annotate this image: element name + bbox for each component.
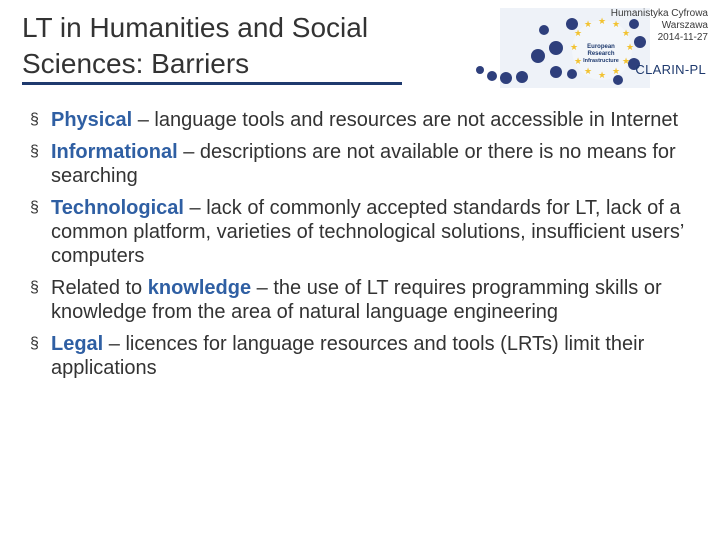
svg-text:★: ★: [626, 43, 635, 53]
bullet-prefix: Related to: [51, 277, 148, 299]
bullet-marker: §: [30, 111, 39, 128]
title-underline: [22, 82, 402, 85]
title-line-2: Sciences: Barriers: [22, 48, 250, 79]
bullet-marker: §: [30, 335, 39, 352]
bullet-keyword: Informational: [51, 141, 178, 163]
bullet-keyword: knowledge: [147, 277, 252, 299]
bullet-list: [30, 108, 700, 388]
bullet-marker: §: [30, 143, 39, 160]
title-line-1: LT in Humanities and Social: [22, 12, 369, 43]
eric-badge-line-2: Research: [587, 51, 615, 57]
bullet-item: [30, 332, 700, 380]
meta-line-1: Humanistyka Cyfrowa: [610, 8, 708, 19]
svg-text:★: ★: [584, 67, 593, 77]
bullet-item: [30, 276, 700, 324]
bullet-text: – language tools and resources are not accessible in Internet: [132, 109, 679, 131]
bullet-keyword: Physical: [51, 109, 133, 131]
meta-line-3: 2014-11-27: [657, 32, 708, 43]
bullet-marker: §: [30, 199, 39, 216]
bullet-text: – licences for language resources and tools (LRTs) limit their applications: [51, 333, 645, 379]
eric-badge-line-1: European: [587, 44, 615, 50]
bullet-marker: §: [30, 279, 39, 296]
clarin-label: CLARIN-PL: [635, 62, 706, 77]
bullet-text: – the use of LT requires programming skills or knowledge from the area of natural language engineering: [51, 277, 662, 323]
slide-title: [22, 10, 422, 82]
svg-text:★: ★: [622, 57, 631, 67]
svg-text:★: ★: [622, 29, 631, 39]
svg-text:★: ★: [612, 67, 621, 77]
svg-text:★: ★: [570, 43, 579, 53]
svg-text:★: ★: [598, 17, 607, 27]
bullet-text: – lack of commonly accepted standards for LT, lack of a common platform, varieties of technological solutions, insufficient users’ computers: [51, 197, 684, 267]
svg-text:★: ★: [612, 20, 621, 30]
meta-line-2: Warszawa: [661, 20, 708, 31]
bullet-keyword: Technological: [51, 197, 184, 219]
svg-text:★: ★: [574, 29, 583, 39]
bullet-item: [30, 140, 700, 188]
bullet-item: [30, 196, 700, 268]
bullet-keyword: Legal: [51, 333, 104, 355]
bullet-text: – descriptions are not available or there is no means for searching: [51, 141, 676, 187]
header-meta: [611, 8, 708, 44]
svg-text:★: ★: [598, 71, 607, 81]
svg-text:★: ★: [584, 20, 593, 30]
eric-badge-line-3: Infrastructure: [583, 58, 619, 64]
bullet-item: [30, 108, 700, 132]
svg-text:★: ★: [574, 57, 583, 67]
